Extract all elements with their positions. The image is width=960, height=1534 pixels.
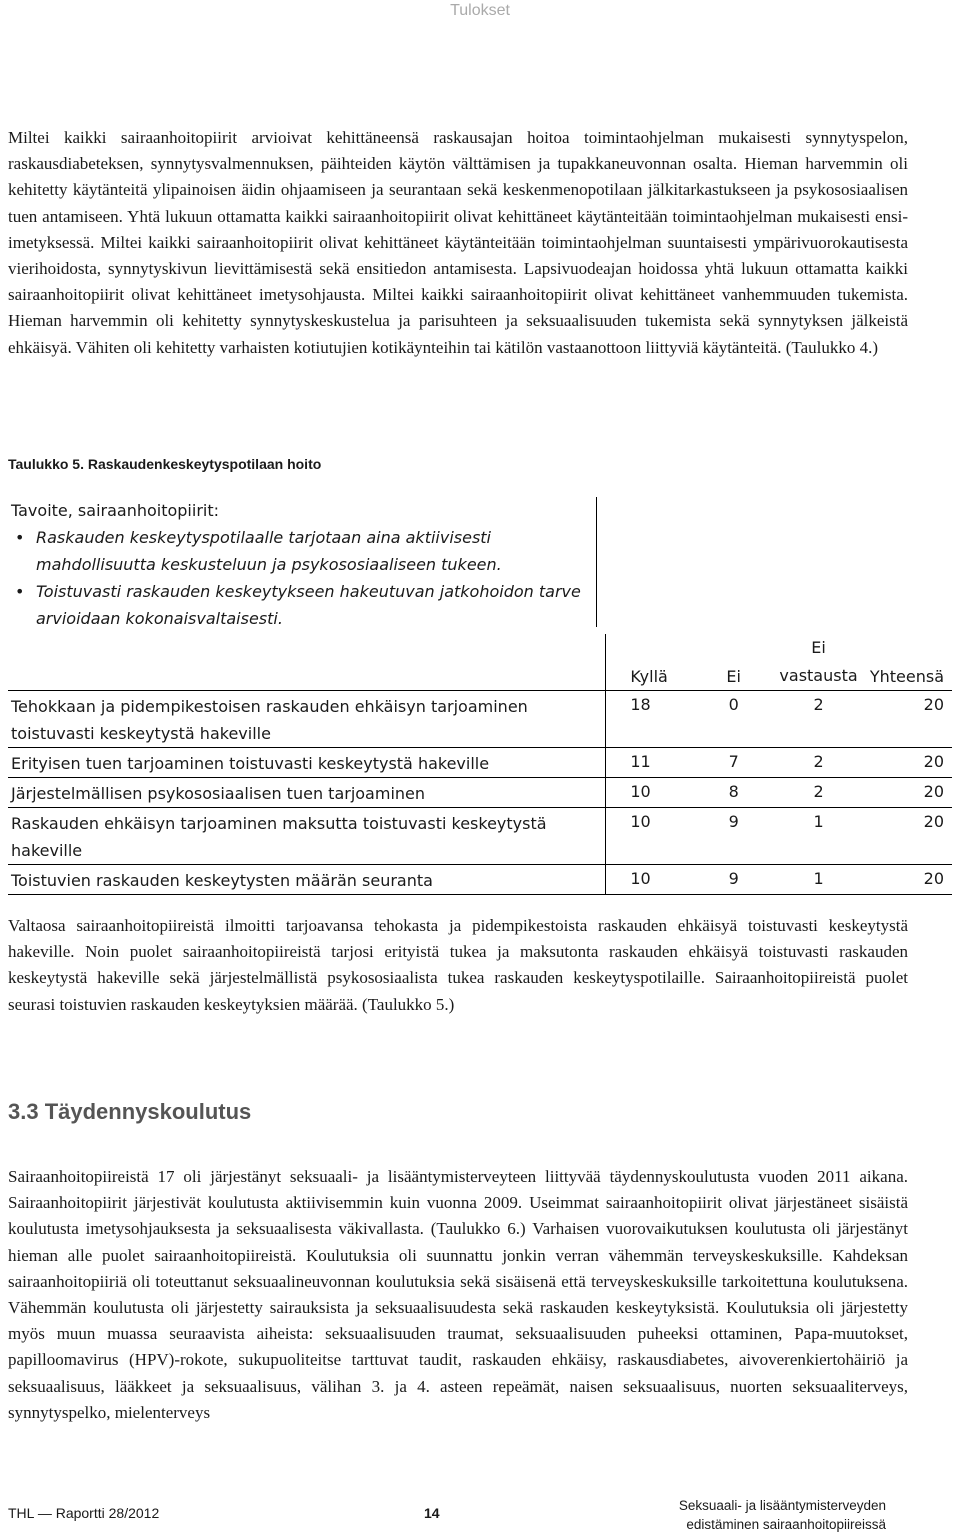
cell-ei: 7	[691, 748, 776, 778]
row-label: Järjestelmällisen psykososiaalisen tuen tarjoaminen	[8, 778, 606, 808]
column-header-yhteensa: Yhteensä	[861, 634, 952, 691]
section-title: 3.3 Täydennyskoulutus	[8, 1099, 252, 1124]
cell-ei: 0	[691, 691, 776, 748]
page-header: Tulokset	[450, 2, 510, 19]
table-row	[8, 865, 952, 895]
table-row	[8, 691, 952, 748]
paragraph-2: Valtaosa sairaanhoitopiireistä ilmoitti tarjoavansa tehokasta ja pidempikestoista raskauden ehkäisyä toistuvasti keskeytystä hakeville. Noin puolet sairaanhoitopiireistä tarjosi erityistä tukea ja maksutonta raskauden ehkäisyä toistuvasti raskauden keskeytystä hakeville sekä järjestelmällistä psykososiaalista tukea raskauden keskeytyspotilaille. Sairaanhoitopiireistä puolet seurasi toistuvien raskauden keskeytyksien määrää. (Taulukko 5.)	[8, 916, 908, 1014]
cell-ei-vastausta: 2	[776, 691, 861, 748]
table-row	[8, 808, 952, 865]
paragraph-3: Sairaanhoitopiireistä 17 oli järjestänyt seksuaali- ja lisääntymisterveyteen liittyvää täydennyskoulutusta vuoden 2011 aikana. Sairaanhoitopiirit järjestivät koulutusta aktiivisemmin kuin vuonna 2009. Useimmat sairaanhoitopiirit olivat järjestäneet sisäistä koulutusta imetysohjauksesta ja seksuaalisesta väkivallasta. (Taulukko 6.) Varhaisen vuorovaikutuksen koulutusta oli järjestänyt hieman alle puolet sairaanhoitopiireistä. Koulutuksia oli suunnattu jonkin verran vähemmän terveyskeskuksille. Kahdeksan sairaanhoitopiiriä oli toteuttanut seksuaalineuvonnan koulutuksia sekä sisäisenä että terveyskeskuksille tarkoitettuna koulutuksena. Vähemmän koulutusta oli järjestetty sairauksista ja seksuaalisuudesta sekä raskauden keskeytyksistä. Koulutuksia oli järjestetty myös muun muassa seuraavista aiheista: seksuaalisuuden traumat, seksuaalisuuden puheeksi ottaminen, Papa-muutokset, papilloomavirus (HPV)-rokote, sukupuoliteitse tarttuvat taudit, raskauden ehkäisy, raskausdiabetes, aivoverenkiertohäiriö ja seksuaalisuus, lääkkeet ja seksuaalisuus, välihan 3. ja 4. asteen repeämät, naisen seksuaalisuus, nuorten seksuaaliterveys, synnytyspelko, mielenterveys	[8, 1167, 908, 1422]
column-header-kylla: Kyllä	[606, 634, 691, 691]
goal-item-text: Toistuvasti raskauden keskeytykseen hakeutuvan jatkohoidon tarve arvioidaan kokonaisvaltaisesti.	[36, 582, 581, 628]
footer-report-title-line: edistäminen sairaanhoitopiireissä	[686, 1517, 886, 1532]
column-header-ei: Ei	[691, 634, 776, 691]
table-header-row	[8, 634, 952, 691]
cell-kylla: 18	[606, 691, 691, 748]
row-label: Raskauden ehkäisyn tarjoaminen maksutta toistuvasti keskeytystä hakeville	[8, 808, 606, 865]
cell-ei: 9	[691, 808, 776, 865]
cell-kylla: 11	[606, 748, 691, 778]
cell-yhteensa: 20	[861, 808, 952, 865]
data-table	[8, 634, 952, 895]
cell-yhteensa: 20	[861, 865, 952, 895]
table-caption: Taulukko 5. Raskaudenkeskeytyspotilaan hoito	[8, 456, 322, 472]
table-row	[8, 748, 952, 778]
footer-report-title	[620, 1496, 886, 1534]
table-goal-box	[8, 497, 597, 627]
cell-ei-vastausta: 2	[776, 748, 861, 778]
table-header-empty	[8, 634, 606, 691]
row-label: Erityisen tuen tarjoaminen toistuvasti keskeytystä hakeville	[8, 748, 606, 778]
page-number: 14	[424, 1505, 440, 1521]
paragraph-1: Miltei kaikki sairaanhoitopiirit arvioivat kehittäneensä raskausajan hoitoa toimintaohjelman mukaisesti synnytyspelon, raskausdiabeteksen, synnytysvalmennuksen, päihteiden käytön välttämisen ja tupakkaneuvonnan osalta. Hieman harvemmin oli kehitetty käytänteitä ylipainoisen äidin ohjaamiseen ja seurantaan sekä keskenmenopotilaan jälkitarkastukseen ja psykososiaalisen tuen antamiseen. Yhtä lukuun ottamatta kaikki sairaanhoitopiirit olivat kehittäneet käytänteitään toimintaohjelman mukaisesti ensi-imetyksessä. Miltei kaikki sairaanhoitopiirit olivat kehittäneet käytänteitään toimintaohjelman suuntaisesti ympärivuorokautisesta vierihoidosta, synnytyskivun lievittämisestä sekä ensitiedon antamisesta. Lapsivuodeajan hoidossa yhtä lukuun ottamatta kaikki sairaanhoitopiirit olivat kehittäneet imetysohjausta. Miltei kaikki sairaanhoitopiirit olivat kehittäneet vanhemmuuden tukemista. Hieman harvemmin oli kehitetty synnytyskeskustelua ja parisuhteen ja seksuaalisuuden tukemista sekä synnytyksen jälkeistä ehkäisyä. Vähiten oli kehitetty varhaisten kotiutujien kotikäynteihin tai kätilön vastaanottoon liittyviä käytänteitä. (Taulukko 4.)	[8, 128, 908, 357]
row-label: Tehokkaan ja pidempikestoisen raskauden ehkäisyn tarjoaminen toistuvasti keskeytystä hakeville	[8, 691, 606, 748]
cell-ei-vastausta: 2	[776, 778, 861, 808]
cell-yhteensa: 20	[861, 691, 952, 748]
cell-kylla: 10	[606, 778, 691, 808]
cell-yhteensa: 20	[861, 748, 952, 778]
cell-ei: 8	[691, 778, 776, 808]
cell-ei: 9	[691, 865, 776, 895]
cell-kylla: 10	[606, 808, 691, 865]
footer-report-title-line: Seksuaali- ja lisääntymisterveyden	[678, 1498, 886, 1513]
goal-title: Tavoite, sairaanhoitopiirit:	[11, 501, 220, 520]
cell-kylla: 10	[606, 865, 691, 895]
footer-publication: THL — Raportti 28/2012	[8, 1505, 160, 1521]
goal-item-text: Raskauden keskeytyspotilaalle tarjotaan aina aktiivisesti mahdollisuutta keskusteluun ja psykososiaaliseen tukeen.	[36, 528, 502, 574]
goal-item	[8, 578, 596, 632]
bullet-icon: •	[15, 582, 25, 601]
bullet-icon: •	[15, 528, 25, 547]
table-row	[8, 778, 952, 808]
cell-yhteensa: 20	[861, 778, 952, 808]
column-header-ei-vastausta: Ei vastausta	[776, 634, 861, 691]
cell-ei-vastausta: 1	[776, 808, 861, 865]
cell-ei-vastausta: 1	[776, 865, 861, 895]
row-label: Toistuvien raskauden keskeytysten määrän seuranta	[8, 865, 606, 895]
goal-item	[8, 524, 596, 578]
